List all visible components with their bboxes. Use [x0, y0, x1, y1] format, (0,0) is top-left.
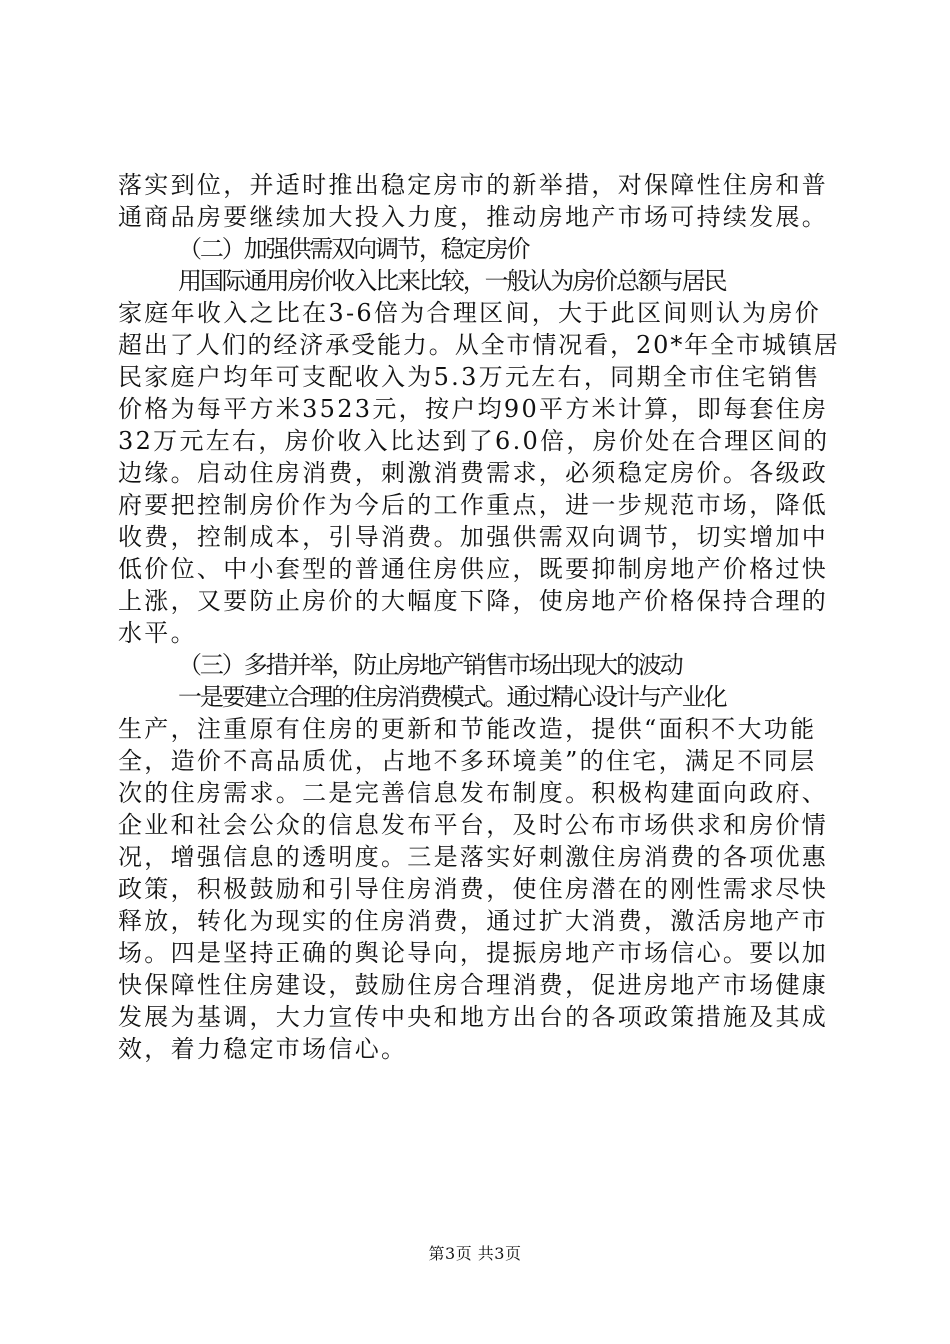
body-text-line: 收费，控制成本，引导消费。加强供需双向调节，切实增加中 — [118, 523, 829, 551]
body-text-line: 快保障性住房建设，鼓励住房合理消费，促进房地产市场健康 — [118, 971, 829, 999]
body-text-line: 超出了人们的经济承受能力。从全市情况看，20*年全市城镇居 — [118, 331, 840, 359]
body-text-line: 落实到位，并适时推出稳定房市的新举措，对保障性住房和普 — [118, 171, 829, 199]
body-text-line: 政策，积极鼓励和引导住房消费，使住房潜在的刚性需求尽快 — [118, 875, 829, 903]
body-text-line: 低价位、中小套型的普通住房供应，既要抑制房地产价格过快 — [118, 555, 829, 583]
body-text-line: 上涨，又要防止房价的大幅度下降，使房地产价格保持合理的 — [118, 587, 829, 615]
body-text-line: 民家庭户均年可支配收入为5.3万元左右，同期全市住宅销售 — [118, 363, 821, 391]
body-text-line: 边缘。启动住房消费，刺激消费需求，必须稳定房价。各级政 — [118, 459, 829, 487]
body-text-line: 水平。 — [118, 619, 197, 647]
body-text-line: 发展为基调，大力宣传中央和地方出台的各项政策措施及其成 — [118, 1003, 829, 1031]
body-text-line: 生产，注重原有住房的更新和节能改造，提供“面积不大功能 — [118, 715, 817, 743]
body-text-line: 全，造价不高品质优，占地不多环境美”的住宅，满足不同层 — [118, 747, 817, 775]
body-text-line: 用国际通用房价收入比来比较，一般认为房价总额与居民 — [178, 267, 726, 295]
body-text-line: 释放，转化为现实的住房消费，通过扩大消费，激活房地产市 — [118, 907, 829, 935]
section-heading-2: （二）加强供需双向调节，稳定房价 — [178, 235, 529, 263]
body-text-line: 32万元左右，房价收入比达到了6.0倍，房价处在合理区间的 — [118, 427, 830, 455]
body-text-line: 况，增强信息的透明度。三是落实好刺激住房消费的各项优惠 — [118, 843, 829, 871]
body-text-line: 场。四是坚持正确的舆论导向，提振房地产市场信心。要以加 — [118, 939, 829, 967]
body-text-line: 价格为每平方米3523元，按户均90平方米计算，即每套住房 — [118, 395, 829, 423]
body-text-line: 效，着力稳定市场信心。 — [118, 1035, 408, 1063]
body-text-line: 企业和社会公众的信息发布平台，及时公布市场供求和房价情 — [118, 811, 829, 839]
page-footer: 第3页 共3页 — [428, 1244, 522, 1263]
body-text-line: 次的住房需求。二是完善信息发布制度。积极构建面向政府、 — [118, 779, 829, 807]
body-text-line: 通商品房要继续加大投入力度，推动房地产市场可持续发展。 — [118, 203, 829, 231]
body-text-line: 一是要建立合理的住房消费模式。通过精心设计与产业化 — [178, 683, 726, 711]
body-text-line: 家庭年收入之比在3-6倍为合理区间，大于此区间则认为房价 — [118, 299, 822, 327]
body-text-line: 府要把控制房价作为今后的工作重点，进一步规范市场，降低 — [118, 491, 829, 519]
section-heading-3: （三）多措并举，防止房地产销售市场出现大的波动 — [178, 651, 682, 679]
